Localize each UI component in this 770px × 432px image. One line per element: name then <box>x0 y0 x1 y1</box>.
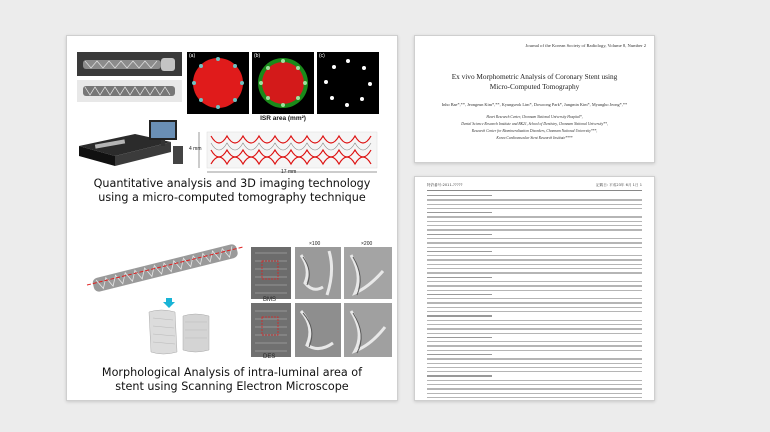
panel-label-b: (b) <box>254 53 261 59</box>
micro-ct-scanner <box>75 116 185 172</box>
affiliation-line: Research Center for Biomineralization Disorders, Chonnam National University***, <box>471 129 598 133</box>
text-line <box>427 290 642 291</box>
text-line <box>427 380 642 381</box>
magnification-low-label: ×100 <box>309 241 321 247</box>
text-line <box>427 298 642 299</box>
stent-halves-photo <box>147 306 213 358</box>
paper-authors: Inho Bae*,**, Jeongeun Kim*,**, Kyungseok Lim*, Dowoong Park*, Jungmin Kim*, Myungho Jeong*,** <box>441 102 628 107</box>
text-line <box>427 393 642 394</box>
text-line <box>427 268 642 269</box>
text-line <box>427 333 642 334</box>
stent-photo-top <box>77 52 182 76</box>
caption-line: using a micro-computed tomography technique <box>98 191 366 204</box>
text-line <box>427 234 492 235</box>
text-line <box>427 264 642 265</box>
stent-3d-render <box>189 126 385 176</box>
caption-line: Quantitative analysis and 3D imaging technology <box>93 177 371 190</box>
affiliation-line: Korea Cardiovascular Stent Research Institute**** <box>496 136 573 140</box>
text-line <box>427 358 642 359</box>
stent-longitudinal-photo <box>85 241 245 293</box>
title-line: Micro-Computed Tomography <box>489 82 580 91</box>
micro-ct-caption <box>67 177 397 205</box>
panel-label-c: (c) <box>319 53 325 59</box>
text-line <box>427 255 642 256</box>
text-line <box>427 208 642 209</box>
dimension-diameter: 4 mm <box>189 146 202 152</box>
text-line <box>427 320 642 321</box>
text-line <box>427 397 642 398</box>
text-line <box>427 354 492 355</box>
text-line <box>427 388 642 389</box>
patent-document-page <box>414 176 655 401</box>
text-line <box>427 337 492 338</box>
text-line <box>427 375 492 376</box>
text-line <box>427 212 492 213</box>
ct-cross-section-c <box>317 52 379 114</box>
affiliation-line: Heart Research Center, Chonnam National University Hospital*, <box>486 115 583 119</box>
paper-first-page <box>414 35 655 163</box>
text-line <box>427 204 642 205</box>
text-line <box>427 199 642 200</box>
text-line <box>427 238 642 239</box>
text-line <box>427 294 492 295</box>
text-line <box>427 221 642 222</box>
patent-date: 記載日: 平成23年 6月 1日 1 <box>596 183 642 187</box>
magnification-high-label: ×200 <box>361 241 373 247</box>
isr-area-label: ISR area (mm²) <box>260 115 306 122</box>
patent-number: 特許番号:2011-????? <box>427 183 463 187</box>
figure-panel <box>66 35 398 401</box>
sem-image-grid <box>251 241 393 361</box>
text-line <box>427 277 492 278</box>
text-line <box>427 328 642 329</box>
ct-cross-section-a <box>187 52 249 114</box>
panel-label-a: (a) <box>189 53 196 59</box>
text-line <box>427 229 642 230</box>
text-line <box>427 195 492 196</box>
stent-photo-bottom <box>77 80 182 102</box>
text-line <box>427 251 492 252</box>
text-line <box>427 242 642 243</box>
text-line <box>427 350 642 351</box>
text-line <box>427 247 642 248</box>
caption-line: stent using Scanning Electron Microscope <box>115 380 349 393</box>
header-rule <box>427 190 642 191</box>
affiliation-line: Dental Science Research Institute and BK21, School of Dentistry, Chonnam National University**, <box>461 122 608 126</box>
text-line <box>427 311 642 312</box>
text-line <box>427 225 642 226</box>
text-line <box>427 281 642 282</box>
text-line <box>427 259 642 260</box>
document-body-text <box>427 195 642 401</box>
paper-title <box>415 72 654 92</box>
caption-line: Morphological Analysis of intra-luminal area of <box>101 366 363 379</box>
ct-cross-section-b <box>252 52 314 114</box>
text-line <box>427 345 642 346</box>
dimension-length: 17 mm <box>281 169 297 175</box>
text-line <box>427 371 642 372</box>
text-line <box>427 315 492 316</box>
title-line: Ex vivo Morphometric Analysis of Coronary Stent using <box>451 72 618 81</box>
sem-caption <box>67 366 397 394</box>
text-line <box>427 384 642 385</box>
text-line <box>427 302 642 303</box>
paper-affiliations <box>415 114 654 142</box>
text-line <box>427 307 642 308</box>
journal-header: Journal of the Korean Society of Radiology, Volume 8, Number 2 <box>525 43 646 48</box>
text-line <box>427 341 642 342</box>
bms-label: BMS <box>263 297 277 303</box>
text-line <box>427 367 642 368</box>
down-arrow-icon <box>163 295 175 305</box>
text-line <box>427 272 642 273</box>
text-line <box>427 324 642 325</box>
des-label: DES <box>263 354 276 360</box>
text-line <box>427 285 642 286</box>
text-line <box>427 216 642 217</box>
text-line <box>427 363 642 364</box>
